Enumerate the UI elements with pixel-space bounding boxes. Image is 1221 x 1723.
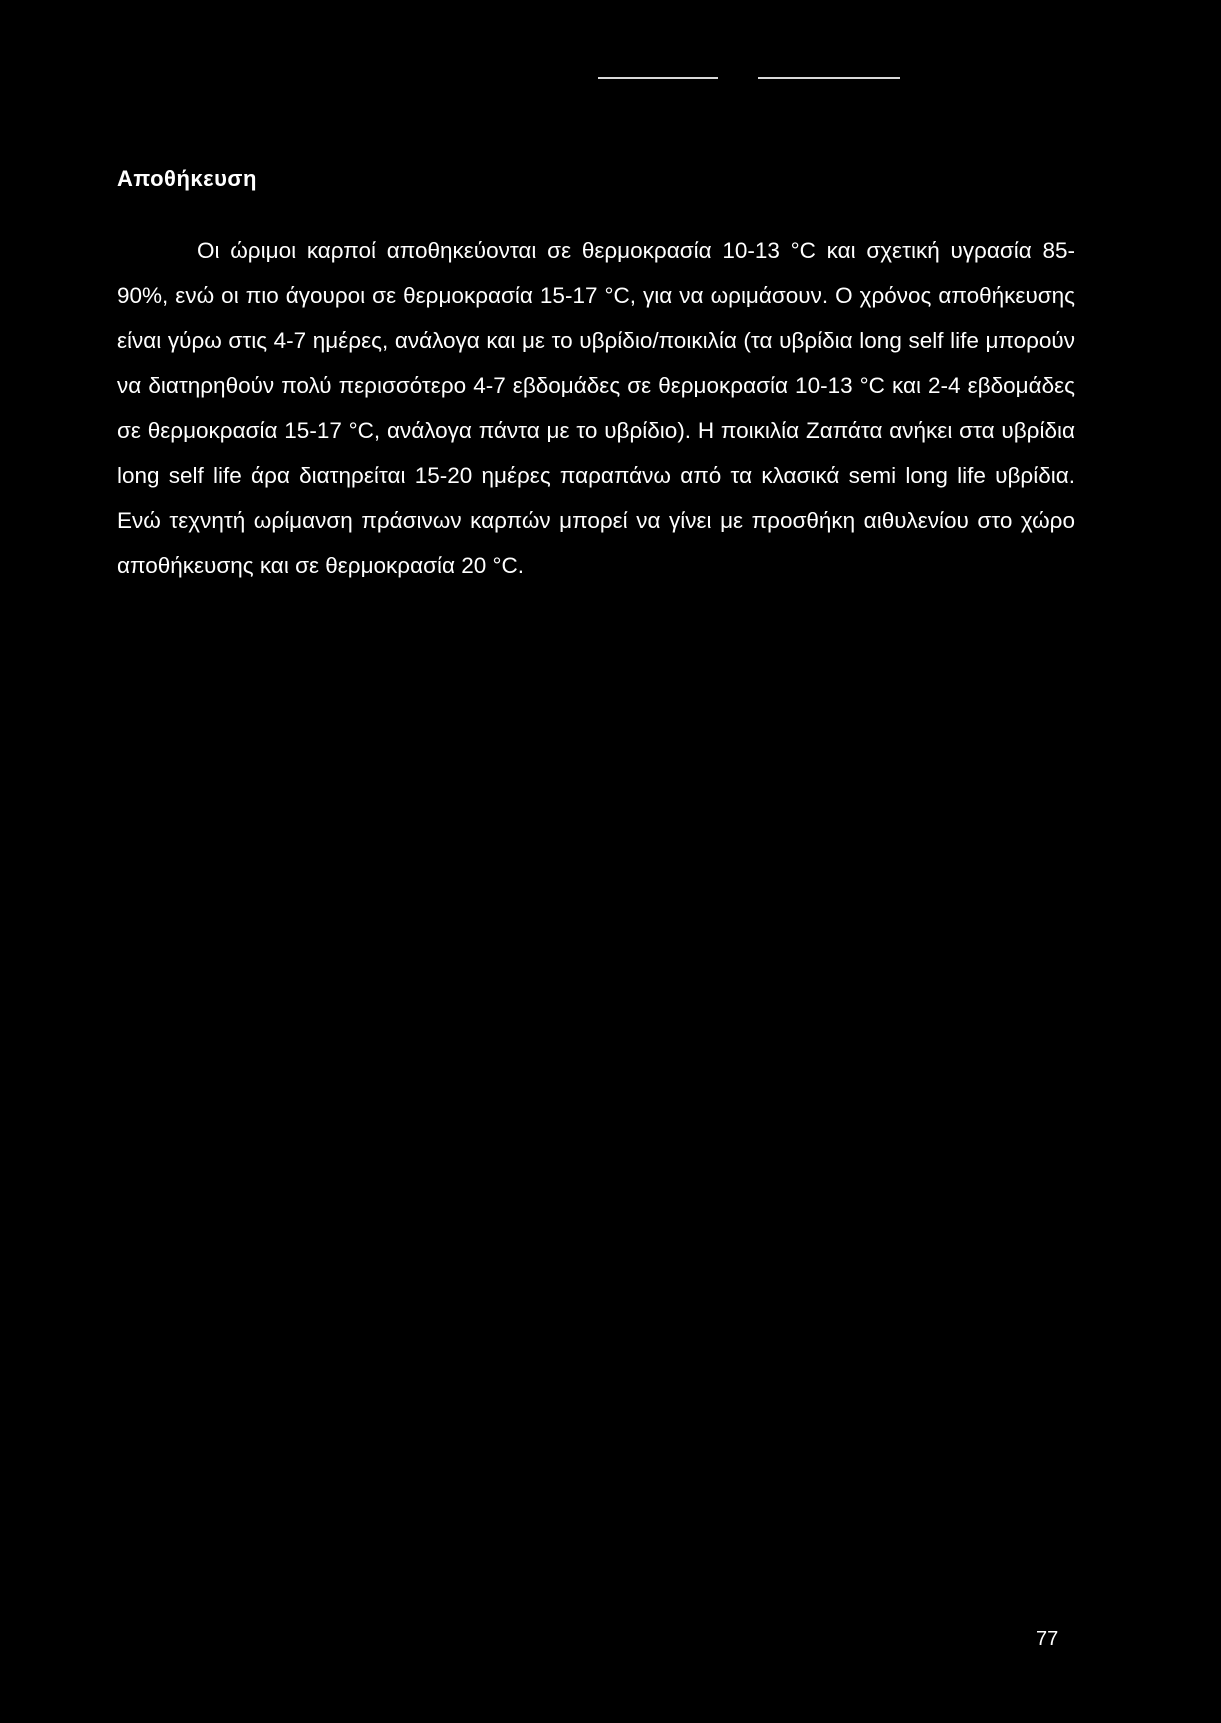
- header-rule-left: [598, 77, 718, 79]
- section-heading: Αποθήκευση: [117, 166, 257, 191]
- header-rule-right: [758, 77, 900, 79]
- body-paragraph: Οι ώριμοι καρποί αποθηκεύονται σε θερμοκρασία 10-13 °C και σχετική υγρασία 85-90%, ενώ οι πιο άγουροι σε θερμοκρασία 15-17 °C, για να ωριμάσουν. Ο χρόνος αποθήκευσης είναι γύρω στις 4-7 ημέρες, ανάλογα και με το υβρίδιο/ποικιλία (τα υβρίδια long self life μπορούν να διατηρηθούν πολύ περισσότερο 4-7 εβδομάδες σε θερμοκρασία 10-13 °C και 2-4 εβδομάδες σε θερμοκρασία 15-17 °C, ανάλογα πάντα με το υβρίδιο). Η ποικιλία Ζαπάτα ανήκει στα υβρίδια long self life άρα διατηρείται 15-20 ημέρες παραπάνω από τα κλασικά semi long life υβρίδια. Ενώ τεχνητή ωρίμανση πράσινων καρπών μπορεί να γίνει με προσθήκη αιθυλενίου στο χώρο αποθήκευσης και σε θερμοκρασία 20 °C.: [117, 238, 1075, 578]
- page-number: 77: [1036, 1628, 1059, 1650]
